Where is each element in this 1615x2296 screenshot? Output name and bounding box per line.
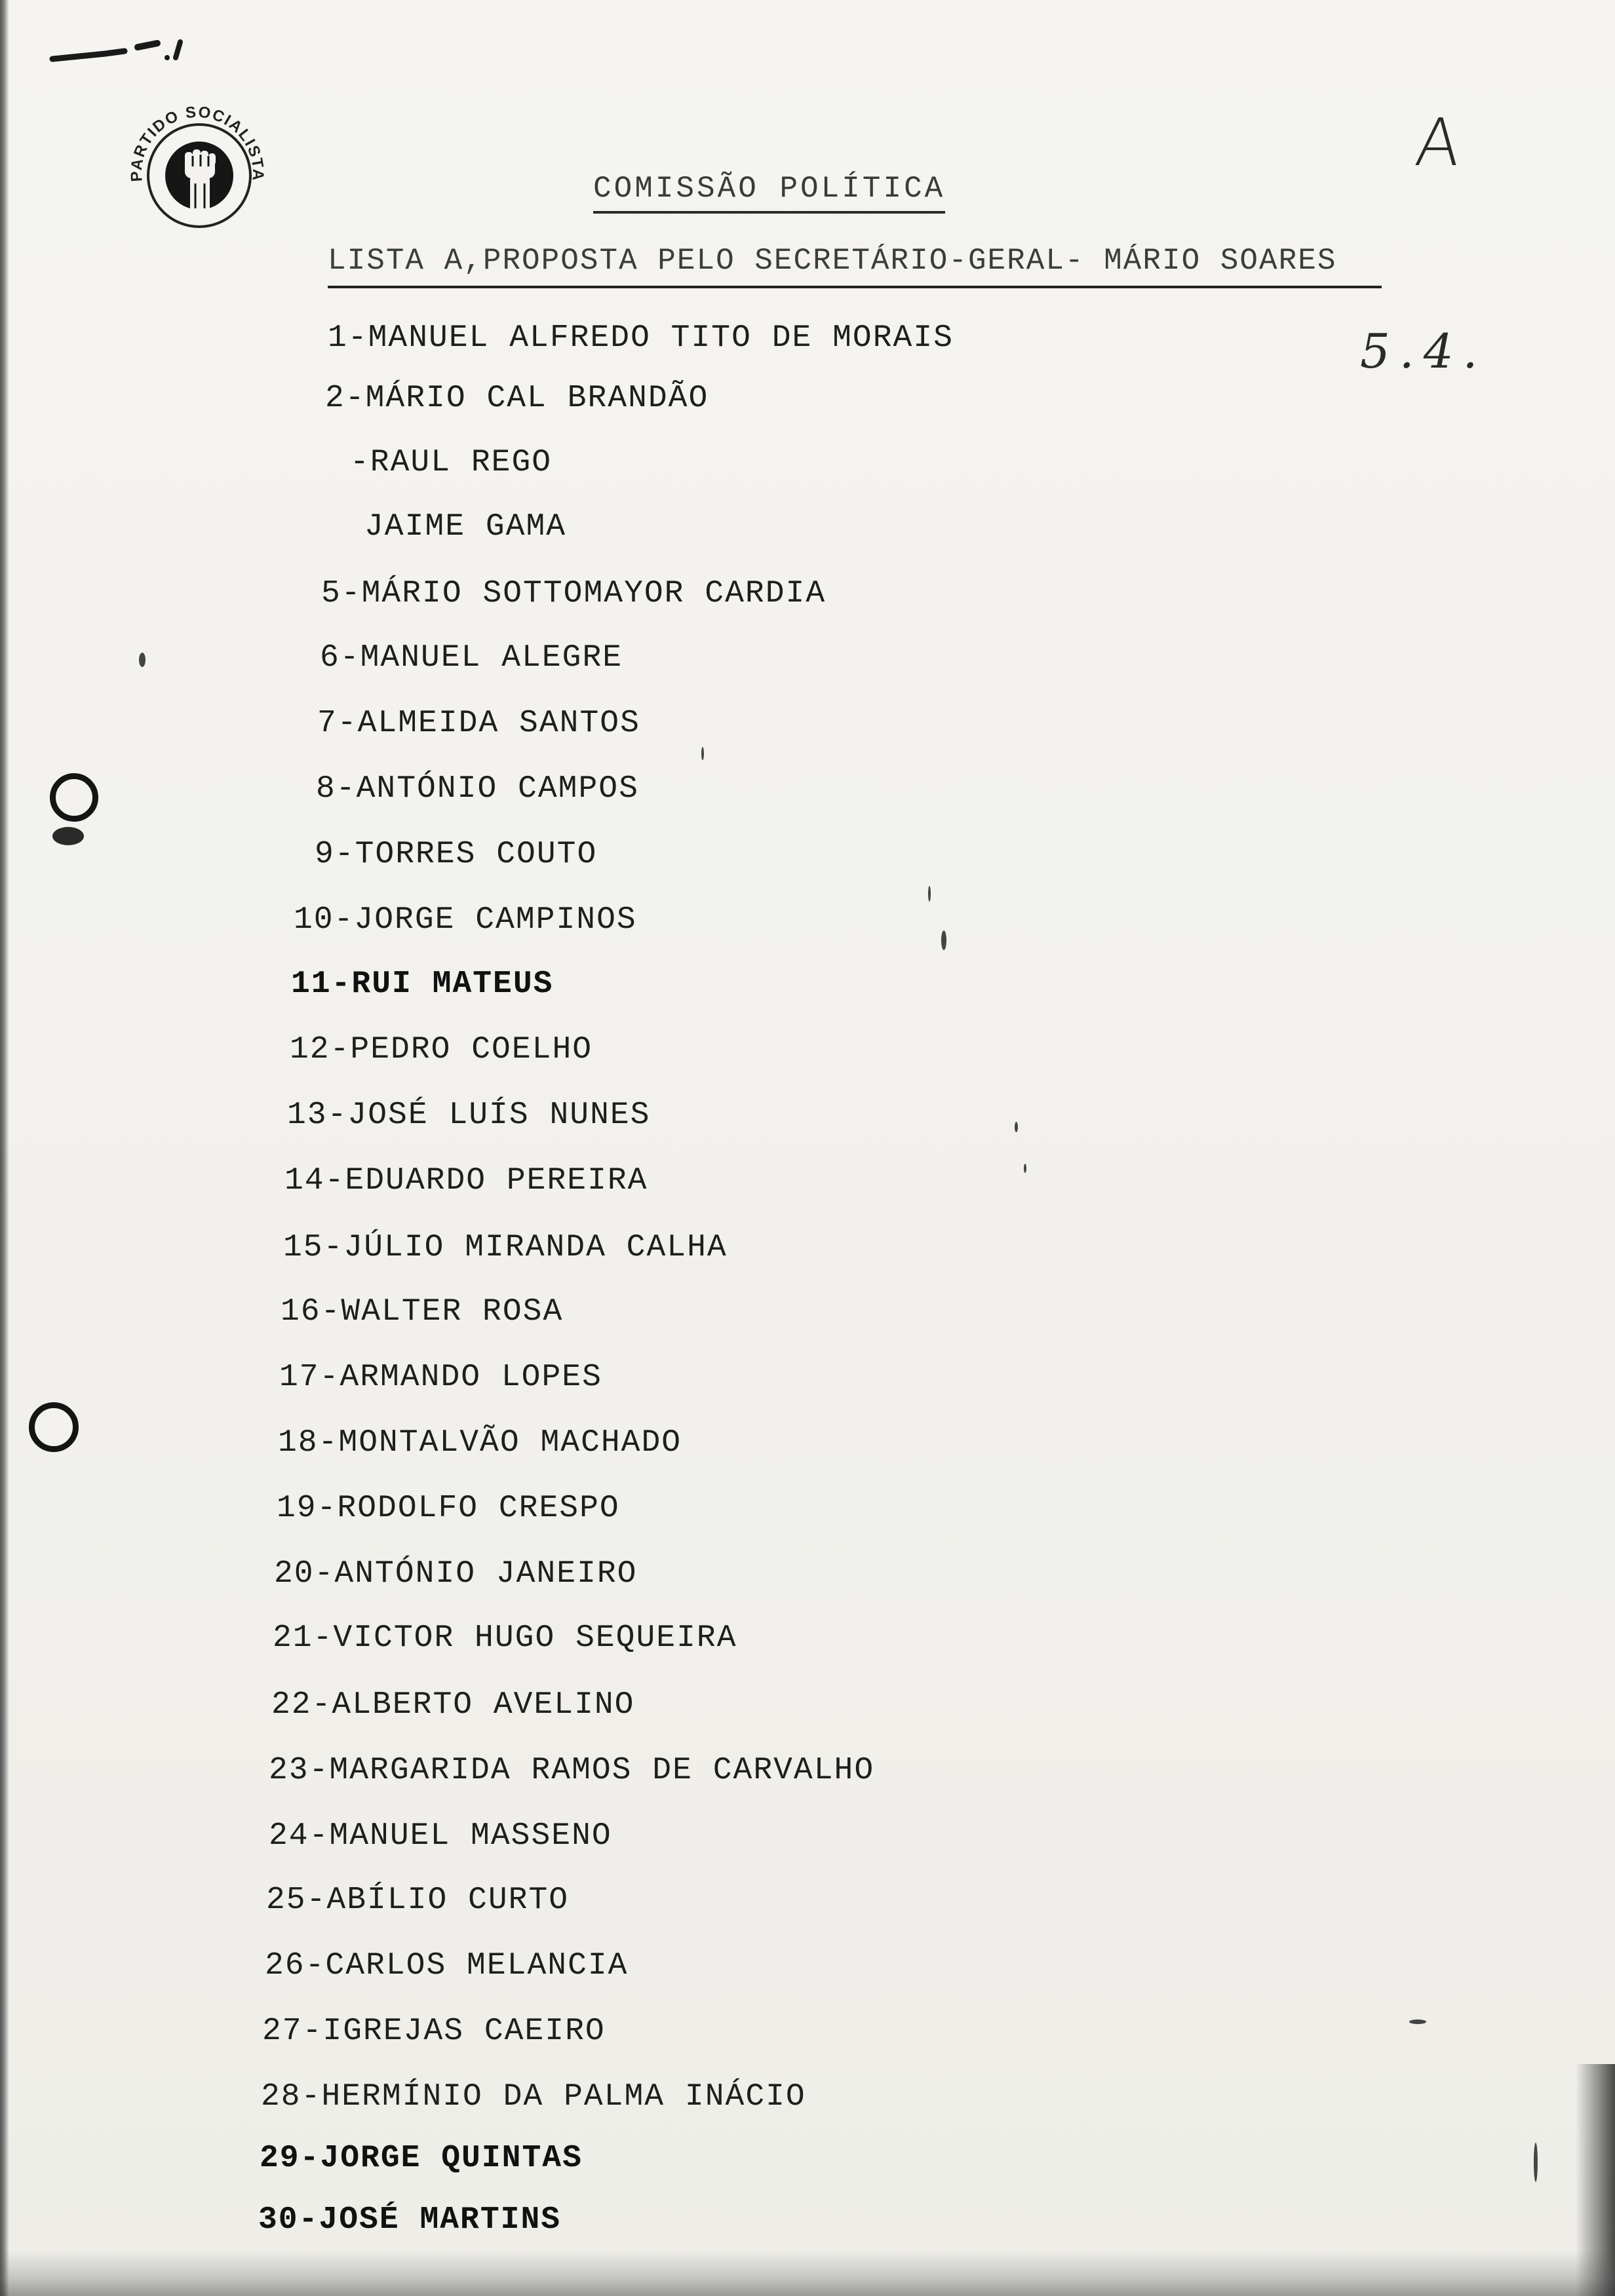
list-item: 19-RODOLFO CRESPO — [277, 1491, 620, 1526]
list-item: 27-IGREJAS CAEIRO — [262, 2014, 606, 2049]
scan-speck — [941, 930, 946, 950]
list-item: 23-MARGARIDA RAMOS DE CARVALHO — [269, 1753, 875, 1788]
list-item: 13-JOSÉ LUÍS NUNES — [287, 1098, 651, 1133]
list-item: 17-ARMANDO LOPES — [279, 1360, 602, 1395]
list-item: 10-JORGE CAMPINOS — [294, 902, 637, 938]
list-item: 6-MANUEL ALEGRE — [320, 640, 623, 676]
list-item: 24-MANUEL MASSENO — [269, 1818, 612, 1854]
punch-hole-icon — [29, 1402, 79, 1452]
list-item: 11-RUI MATEUS — [291, 966, 554, 1002]
list-item: 1-MANUEL ALFREDO TITO DE MORAIS — [328, 320, 954, 356]
list-item: 15-JÚLIO MIRANDA CALHA — [283, 1230, 728, 1265]
list-item: 18-MONTALVÃO MACHADO — [278, 1425, 682, 1461]
list-item: 22-ALBERTO AVELINO — [271, 1687, 635, 1723]
scan-edge-bottom — [0, 2250, 1615, 2296]
scan-speck — [1534, 2143, 1538, 2182]
list-item: JAIME GAMA — [364, 509, 567, 545]
list-item: 7-ALMEIDA SANTOS — [317, 706, 640, 741]
handwritten-note: 5.4. — [1360, 324, 1487, 379]
party-logo-icon — [122, 98, 273, 249]
list-item: 26-CARLOS MELANCIA — [265, 1948, 629, 1983]
list-item: 14-EDUARDO PEREIRA — [284, 1163, 648, 1198]
document-subtitle: LISTA A,PROPOSTA PELO SECRETÁRIO-GERAL- MÁRIO SOARES — [328, 244, 1382, 288]
list-item: 12-PEDRO COELHO — [290, 1032, 593, 1067]
scan-speck — [928, 886, 931, 902]
scan-speck — [1015, 1122, 1018, 1132]
list-item: 8-ANTÓNIO CAMPOS — [316, 771, 639, 807]
list-item: 25-ABÍLIO CURTO — [266, 1883, 570, 1918]
list-item: 29-JORGE QUINTAS — [260, 2141, 583, 2176]
list-item: 30-JOSÉ MARTINS — [258, 2202, 562, 2238]
scan-speck — [139, 653, 146, 667]
scan-edge-left — [0, 0, 9, 2296]
list-item: 5-MÁRIO SOTTOMAYOR CARDIA — [321, 576, 827, 611]
list-item: 20-ANTÓNIO JANEIRO — [274, 1556, 638, 1592]
punch-hole-icon — [50, 773, 98, 822]
scan-speck — [701, 747, 704, 760]
list-item: 2-MÁRIO CAL BRANDÃO — [325, 381, 709, 416]
scan-speck — [52, 827, 84, 845]
list-item: 28-HERMÍNIO DA PALMA INÁCIO — [261, 2079, 806, 2114]
list-item: 9-TORRES COUTO — [315, 837, 598, 872]
list-item: -RAUL REGO — [350, 445, 553, 480]
scan-mark-icon — [46, 31, 197, 71]
logo-text: PARTIDO SOCIALISTA — [127, 103, 267, 183]
list-item: 21-VICTOR HUGO SEQUEIRA — [273, 1620, 737, 1656]
list-item: 16-WALTER ROSA — [281, 1294, 564, 1330]
corner-letter: A — [1411, 104, 1465, 181]
scan-speck — [1024, 1164, 1026, 1173]
document-title: COMISSÃO POLÍTICA — [593, 172, 945, 214]
scan-speck — [1409, 2019, 1426, 2024]
